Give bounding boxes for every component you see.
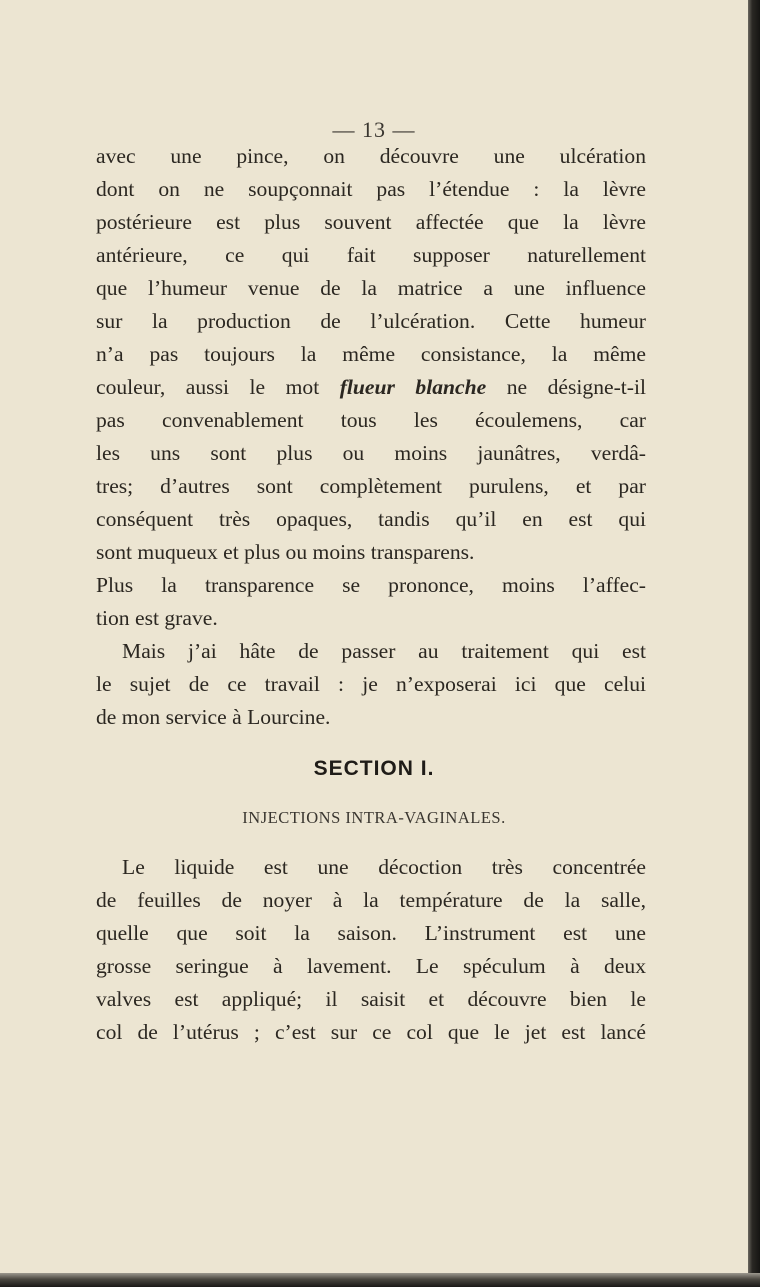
subsection-title: INJECTIONS INTRA-VAGINALES. [242, 808, 506, 827]
text-line: dont on ne soupçonnait pas l’étendue : la lèvre [96, 177, 646, 201]
emphasized-term: flueur blanche [339, 375, 487, 399]
text-line: avec une pince, on découvre une ulcération [96, 144, 646, 168]
text-line: antérieure, ce qui fait supposer naturellement [96, 243, 646, 267]
text-line: Mais j’ai hâte de passer au traitement qui est [122, 639, 646, 663]
text-line: grosse seringue à lavement. Le spéculum à deux [96, 954, 646, 978]
paragraph-1 [96, 140, 646, 635]
text-line: Le liquide est une décoction très concentrée [122, 855, 646, 879]
text-line: de feuilles de noyer à la température de la salle, [96, 888, 646, 912]
text-line: valves est appliqué; il saisit et découvre bien le [96, 987, 646, 1011]
text-line: conséquent très opaques, tandis qu’il en est qui [96, 507, 646, 531]
text-line: tres; d’autres sont complètement purulens, et par [96, 474, 646, 498]
text-fragment: couleur, aussi le mot [96, 375, 340, 399]
section-title: SECTION I. [313, 757, 435, 780]
text-line: Plus la transparence se prononce, moins l’affec- [96, 573, 646, 597]
text-line: tion est grave. [96, 606, 218, 630]
text-line: col de l’utérus ; c’est sur ce col que le jet est lancé [96, 1020, 646, 1044]
text-line: le sujet de ce travail : je n’exposerai ici que celui [96, 672, 646, 696]
text-line: de mon service à Lourcine. [96, 705, 331, 729]
text-line: sur la production de l’ulcération. Cette humeur [96, 309, 646, 333]
text-line: sont muqueux et plus ou moins transparens. [96, 540, 475, 564]
text-line: que l’humeur venue de la matrice a une influence [96, 276, 646, 300]
text-line: les uns sont plus ou moins jaunâtres, verdâ- [96, 441, 646, 465]
paragraph-2 [96, 635, 646, 734]
text-fragment: ne désigne-t-il [486, 375, 646, 399]
text-line: pas convenablement tous les écoulemens, car [96, 408, 646, 432]
text-line-with-emphasis [96, 371, 646, 404]
text-line: postérieure est plus souvent affectée que la lèvre [96, 210, 646, 234]
page-edge-shadow-bottom [0, 1273, 760, 1287]
text-line: n’a pas toujours la même consistance, la même [96, 342, 646, 366]
paragraph-3 [96, 851, 646, 1049]
page-number: — 13 — [332, 117, 416, 142]
page-edge-shadow-right [748, 0, 760, 1287]
text-line: quelle que soit la saison. L’instrument est une [96, 921, 646, 945]
